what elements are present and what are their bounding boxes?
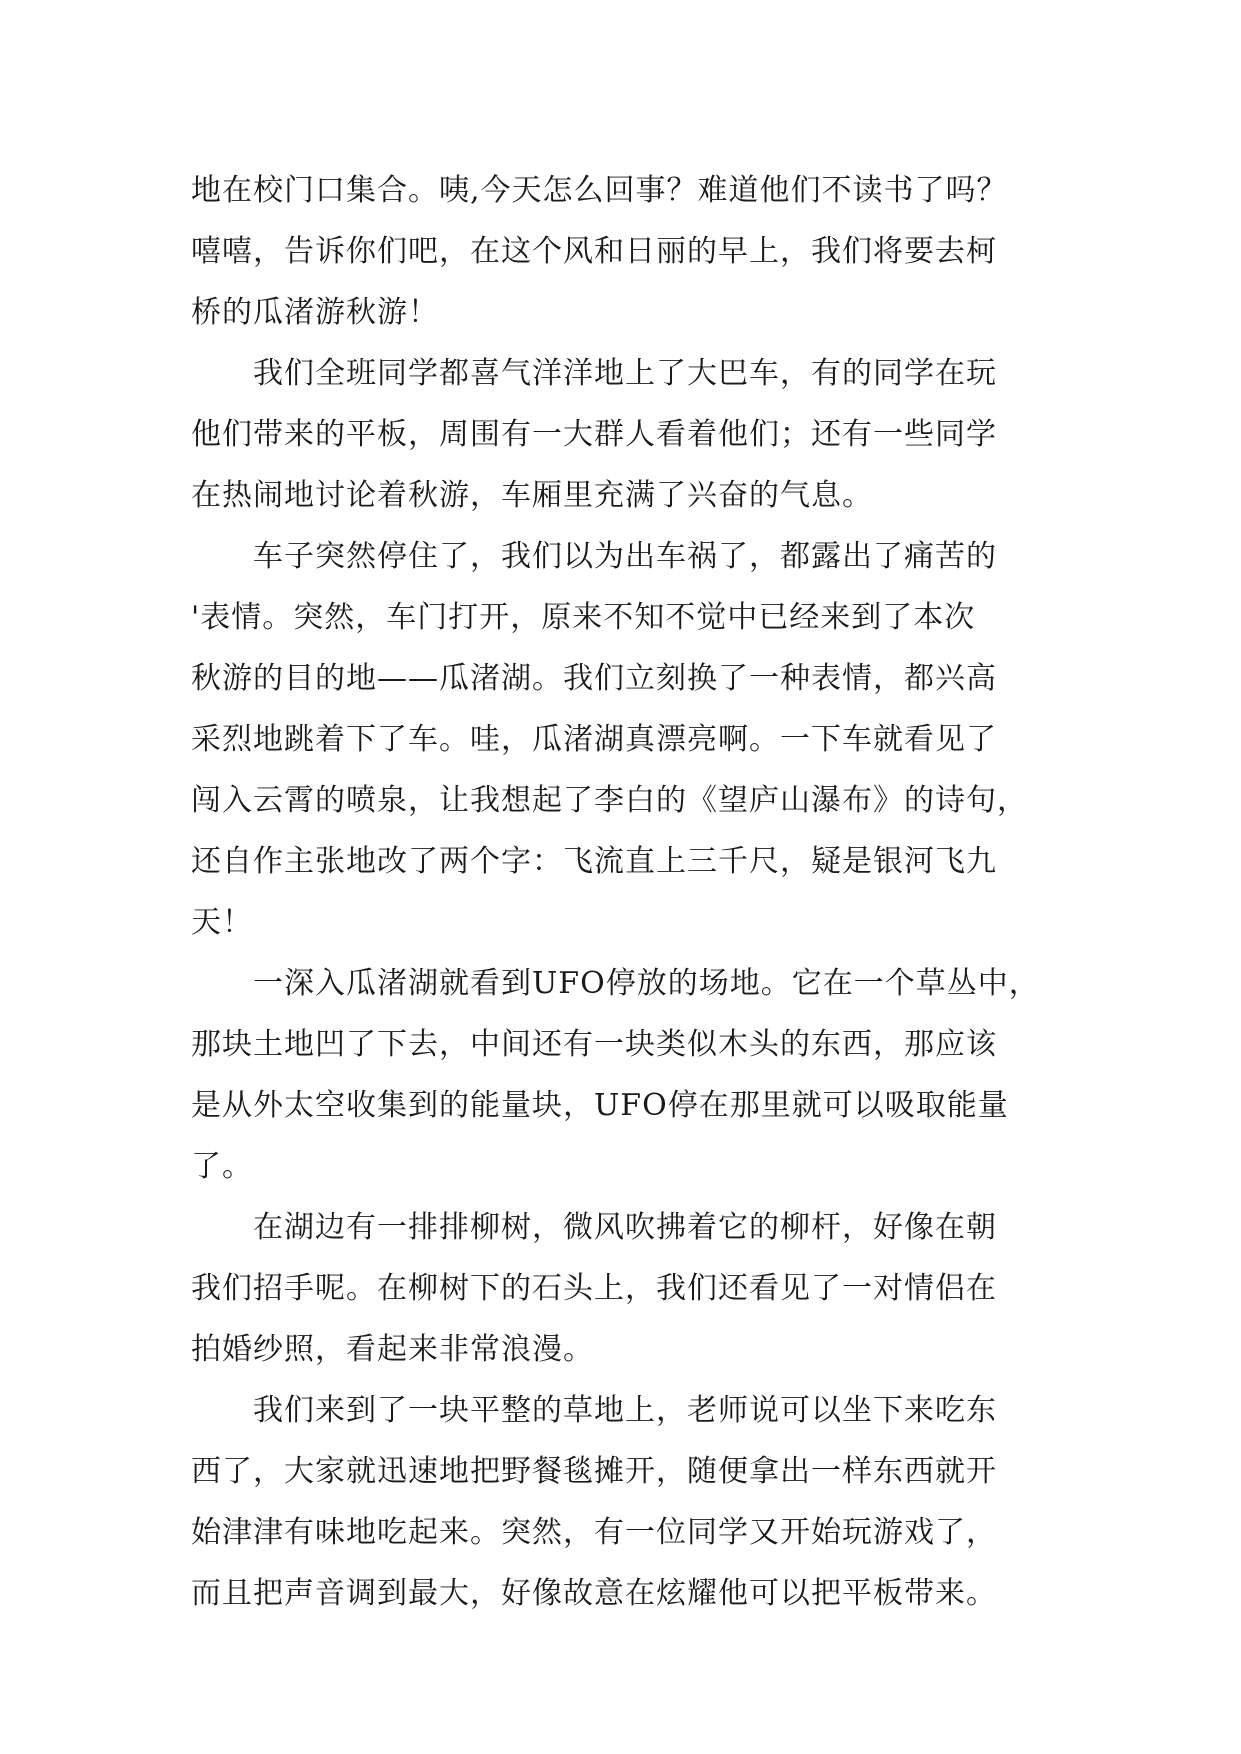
text-line: 采烈地跳着下了车。哇，瓜渚湖真漂亮啊。一下车就看见了 [191, 722, 997, 757]
text-line: 地在校门口集合。咦,今天怎么回事？难道他们不读书了吗？ [191, 173, 1008, 208]
text-line: 在湖边有一排排柳树，微风吹拂着它的柳杆，好像在朝 [191, 1210, 997, 1245]
text-line: 而且把声音调到最大，好像故意在炫耀他可以把平板带来。 [191, 1576, 997, 1611]
text-line: 那块土地凹了下去，中间还有一块类似木头的东西，那应该 [191, 1027, 997, 1062]
text-line: 我们招手呢。在柳树下的石头上，我们还看见了一对情侣在 [191, 1271, 997, 1306]
text-line: 他们带来的平板，周围有一大群人看着他们；还有一些同学 [191, 417, 997, 452]
text-line: 一深入瓜渚湖就看到UFO停放的场地。它在一个草丛中， [191, 966, 1040, 1001]
text-line: '表情。突然，车门打开，原来不知不觉中已经来到了本次 [191, 600, 976, 635]
text-line: 西了，大家就迅速地把野餐毯摊开，随便拿出一样东西就开 [191, 1454, 997, 1489]
text-line: 在热闹地讨论着秋游，车厢里充满了兴奋的气息。 [191, 478, 873, 513]
text-line: 嘻嘻，告诉你们吧，在这个风和日丽的早上，我们将要去柯 [191, 234, 997, 269]
text-line: 拍婚纱照，看起来非常浪漫。 [191, 1332, 594, 1367]
essay-body [191, 160, 1071, 1624]
text-line: 车子突然停住了，我们以为出车祸了，都露出了痛苦的 [191, 539, 997, 574]
text-line: 了。 [191, 1149, 253, 1184]
text-line: 闯入云霄的喷泉，让我想起了李白的《望庐山瀑布》的诗句， [191, 783, 1028, 818]
text-line: 我们全班同学都喜气洋洋地上了大巴车，有的同学在玩 [191, 356, 997, 391]
text-line: 是从外太空收集到的能量块，UFO停在那里就可以吸取能量 [191, 1088, 1009, 1123]
text-line: 我们来到了一块平整的草地上，老师说可以坐下来吃东 [191, 1393, 997, 1428]
text-line: 天！ [191, 905, 253, 940]
text-line: 还自作主张地改了两个字：飞流直上三千尺，疑是银河飞九 [191, 844, 997, 879]
text-line: 秋游的目的地——瓜渚湖。我们立刻换了一种表情，都兴高 [191, 661, 997, 696]
text-line: 桥的瓜渚游秋游！ [191, 295, 439, 330]
text-line: 始津津有味地吃起来。突然，有一位同学又开始玩游戏了， [191, 1515, 997, 1550]
